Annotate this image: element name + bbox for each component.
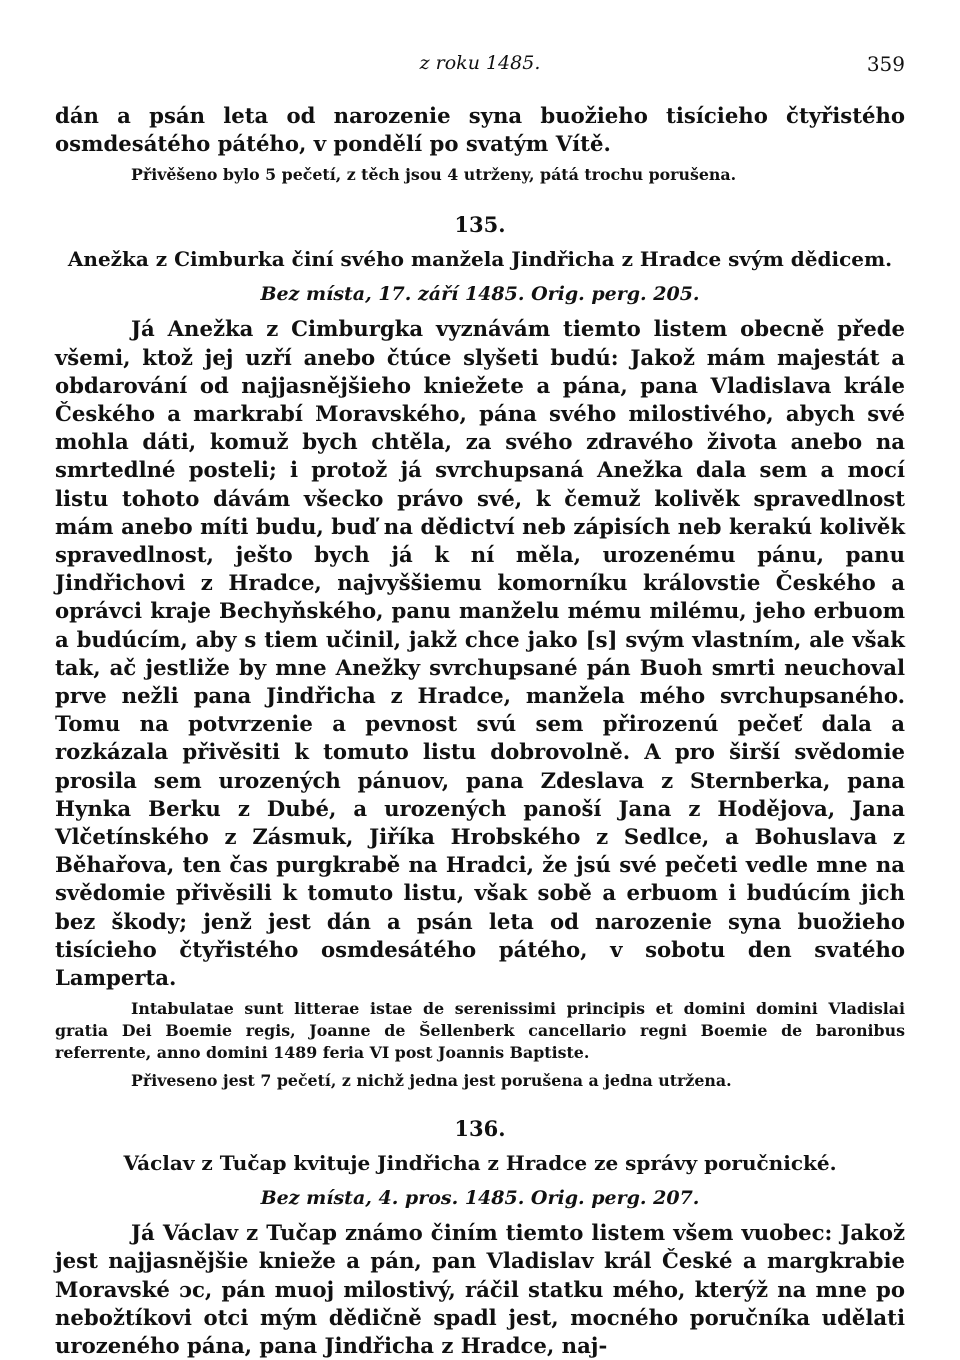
document-source-136: Bez místa, 4. pros. 1485. Orig. perg. 207. [260,1187,700,1210]
document-number-136: 136. [454,1116,506,1142]
latin-note-135: Intabulatae sunt litterae istae de serenissimi principis et domini domini Vladislai gratia Dei Boemie regis, Joanne de Šellenberk cancellario regni Boemie de baronibus referrente, anno domini 1489 feria VI post Joannis Baptiste. [55,999,905,1063]
page-number: 359 [866,52,905,76]
book-page [55,52,905,1360]
running-head [55,52,905,82]
document-number-135: 135. [454,212,506,238]
document-title-136: Václav z Tučap kvituje Jindřicha z Hradce ze správy poručnické. [123,1151,837,1176]
document-text-135: Já Anežka z Cimburgka vyznávám tiemto listem obecně přede všemi, ktož jej uzří anebo čtúce slyšeti budú: Jakož mám majestát a obdarování od najjasnějšieho kniežete a pána, pana Vladislava krále Českého a markrabí Moravského, pána svého milostivého, abych své mohla dáti, komuž bych chtěla, za svého zdravého života anebo na smrtedlné posteli; i protož já svrchupsaná Anežka dala sem a mocí listu tohoto dávám všecko právo své, k čemuž kolivěk spravedlnost mám anebo míti budu, buď na dědictví neb zápisích neb kerakú kolivěk spravedlnost, ješto bych já k ní měla, urozenému pánu, panu Jindřichovi z Hradce, najvyššiemu komorníku královstie Českého a oprávci kraje Bechyňského, panu manželu mému milému, jeho erbuom a budúcím, aby s tiem učinil, jakž chce jako [s] svým vlastním, ale však tak, ač jestliže by mne Anežky svrchupsané pán Buoh smrti neuchoval prve nežli pana Jindřicha z Hradce, manžela mého svrchupsaného. Tomu na potvrzenie a pevnost svú sem přirozenú pečeť dala a rozkázala přivěsiti k tomuto listu dobrovolně. A pro širší svědomie prosila sem urozených pánuov, pana Zdeslava z Sternberka, pana Hynka Berku z Dubé, a urozených panoší Jana z Hodějova, Jana Vlčetínského z Zásmuk, Jiříka Hrobského z Sedlce, a Bohuslava z Běhařova, ten čas purgkrabě na Hradci, že jsú své pečeti vedle mne na svědomie přivěsili k tomuto listu, však sobě a erbuom i budúcím jich bez škody; jenž jest dán a psán leta od narozenie syna buožieho tisícieho čtyřistého osmdesátého pátého, v sobotu den svatého Lamperta. [55,316,905,991]
document-source-135: Bez místa, 17. září 1485. Orig. perg. 205. [260,283,700,306]
continued-paragraph: dán a psán leta od narozenie syna buožieho tisícieho čtyřistého osmdesátého pátého, v pondělí po svatým Vítě. [55,103,905,157]
document-title-135: Anežka z Cimburka činí svého manžela Jindřicha z Hradce svým dědicem. [67,247,893,272]
seal-note-134: Přivěšeno bylo 5 pečetí, z těch jsou 4 utrženy, pátá trochu porušena. [131,165,737,185]
seal-note-135: Přiveseno jest 7 pečetí, z nichž jedna jest porušena a jedna utržena. [131,1071,732,1091]
running-title: z roku 1485. [419,52,541,74]
document-text-136: Já Václav z Tučap známo činím tiemto listem všem vuobec: Jakož jest najjasnějšie knieže a pán, pan Vladislav král České a margkrabie Moravské ɔc, pán muoj milostivý, ráčil statku mého, kterýž na mne po nebožtíkovi otci mým dědičně spadl jest, mocného poručníka udělati urozeného pána, pana Jindřicha z Hradce, naj- [55,1220,905,1359]
